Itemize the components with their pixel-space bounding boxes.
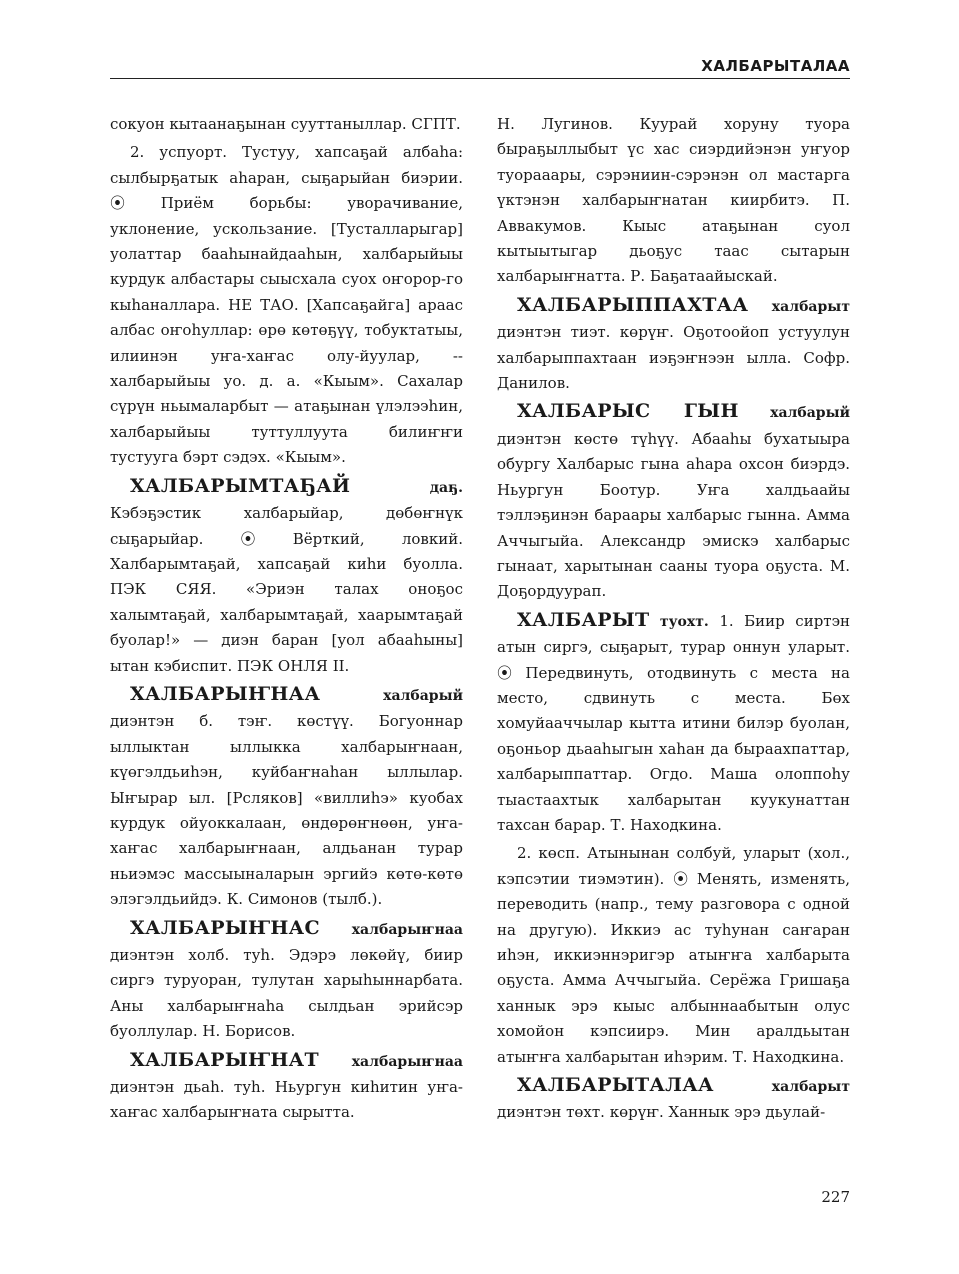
running-head-word: ХАЛБАРЫТАЛАА xyxy=(701,57,850,75)
grammar-label: даҕ. xyxy=(429,479,463,496)
entry-text: Н. Лугинов. Куурай хоруну туора быраҕыллыбыт үс хас сиэрдийэнэн уҥуор туорааары, сэрэниин-сэрэнэн ол мастарга үктэнэн халбарыҥнатан киирбитэ. П. Аввакумов. Кыыс атаҕынан суол кытыытыгар дьоҕус таас сытарын халбарыҥнатта. Р. Баҕатаайыскай. xyxy=(497,115,850,286)
entry-text: диэнтэн көстө түһүү. Абааһы бухатыыра обургу Халбарыс гына аһара охсон биэрдэ. Ньургун Боотур. Уҥа халдьаайы тэллэҕинэн бараары халбарыс гынна. Амма Аччыгыйа. Александр эмискэ халбарыс гынаат, харытынан сааны туора оҕуста. М. Доҕордуурап. xyxy=(497,429,850,601)
entry-text: 2. успуорт. Тустуу, хапсаҕай албаһа: сылбырҕатык аһаран, сыҕарыйан биэрии. ⦿ Приём борьбы: уворачивание, уклонение, ускользание. [Тусталларыгар] уолаттар бааһынайдааһын, халбарыйыы курдук албастары сыысхала суох оҥорор-го кыһаналлара. НЕ ТАО. [Хапсаҕайга] араас албас оҥоһуллар: өрө көтөҕүү, тобуктатыы, илиинэн уҥа-хаҥас олу-йуулар, -- халбарыйыы уо. д. а. «Кыым». Сахалар сүрүн ньымаларбыт — атаҕынан үлэлээһин, халбарыйыы туттуллуута билиҥҥи тустууга бэрт сэдэх. «Кыым». xyxy=(110,143,463,467)
dictionary-entry xyxy=(497,293,850,397)
headword: ХАЛБАРЫТ xyxy=(517,608,650,631)
headword: ХАЛБАРЫППАХТАА xyxy=(517,293,749,316)
headword: ХАЛБАРЫҤНАС xyxy=(130,916,320,939)
headword: ХАЛБАРЫС ГЫН xyxy=(517,400,739,423)
dictionary-entry xyxy=(110,474,463,679)
grammar-label: халбарыт xyxy=(771,1079,850,1096)
entry-text: 2. көсп. Атынынан солбуй, уларыт (хол., кэпсэтии тиэмэтин). ⦿ Менять, изменять, переводить (напр., тему разговора с одной на другую). Иккиэ ас туһунан саҥаран иһэн, иккиэннэригэр атыҥҥа халбарыта оҕуста. Амма Аччыгыйа. Серёжа Гришаҕа ханнык эрэ кыыс албыннаабытын олус хомойон кэпсиирэ. Мин аралдьытан атыҥҥа халбарытан иһэрим. Т. Находкина. xyxy=(497,844,850,1066)
grammar-label: халбарыҥнаа xyxy=(351,1053,463,1070)
grammar-label: халбарый xyxy=(770,405,850,422)
headword: ХАЛБАРЫТАЛАА xyxy=(517,1074,714,1097)
running-header xyxy=(110,57,850,79)
entry-paragraph xyxy=(497,841,850,1070)
headword: ХАЛБАРЫМТАҔАЙ xyxy=(130,474,351,497)
header-rule xyxy=(110,78,850,79)
headword: ХАЛБАРЫҤНАА xyxy=(130,682,321,705)
dictionary-entry xyxy=(110,916,463,1045)
dictionary-entry xyxy=(497,608,850,839)
entry-paragraph xyxy=(110,112,463,137)
left-column xyxy=(110,112,463,1207)
entry-text: диэнтэн тиэт. көрүҥ. Оҕотоойоп устуулун халбарыппахтаан иэҕэҥнээн ылла. Софр. Данилов. xyxy=(497,323,850,393)
dictionary-entry xyxy=(110,682,463,913)
right-column xyxy=(497,112,850,1207)
entry-paragraph xyxy=(110,140,463,470)
grammar-label: халбарыт xyxy=(771,298,850,315)
dictionary-entry xyxy=(110,1048,463,1126)
dictionary-entry xyxy=(497,1073,850,1126)
entry-text: диэнтэн б. тэҥ. көстүү. Богуоннар ыллыктан ыллыкка халбарыҥнаан, күөгэлдьиһэн, куйбаҥнаһан ыллылар. Ыҥырар ыл. [Рсляков] «виллиһэ» куобах курдук ойуоккалаан, өндөрөҥнөөн, уҥа-хаҥас халбарыҥнаан, алдьанан турар ньиэмэс массыыналарын эргийэ көтө-көтө элэгэлдьийдэ. К. Симонов (тылб.). xyxy=(110,712,463,909)
entry-text: диэнтэн холб. туһ. Эдэрэ лөкөйү, биир сиргэ туруоран, тулутан харыһыннарбата. Аны халбарыҥнаһа сылдьан эрийсэр буоллулар. Н. Борисов. xyxy=(110,946,463,1041)
headword: ХАЛБАРЫҤНАТ xyxy=(130,1048,319,1071)
entry-text: сокуон кытаанаҕынан сууттаныллар. СГПТ. xyxy=(110,115,461,133)
entry-text: диэнтэн төхт. көрүҥ. Ханнык эрэ дьулай- xyxy=(497,1103,826,1122)
page-number: 227 xyxy=(821,1188,850,1206)
entry-paragraph xyxy=(497,112,850,290)
dictionary-entry xyxy=(497,399,850,604)
grammar-label: халбарыҥнаа xyxy=(351,921,463,938)
entry-text: диэнтэн дьаһ. туһ. Ньургун киһитин уҥа-хаҥас халбарыҥната сырытта. xyxy=(110,1078,463,1122)
grammar-label: халбарый xyxy=(383,687,463,704)
entry-text: Кэбэҕэстик халбарыйар, дөбөҥнүк сыҕарыйар. ⦿ Вёрткий, ловкий. Халбарымтаҕай, хапсаҕай киһи буолла. ПЭК СЯЯ. «Эриэн талах оноҕос халымтаҕай, халбарымтаҕай, хаарымтаҕай буолар!» — диэн баран [уол абааһыны] ытан кэбиспит. ПЭК ОНЛЯ II. xyxy=(110,504,463,675)
grammar-label: туохт. xyxy=(659,613,709,630)
entry-text: 1. Биир сиртэн атын сиргэ, сыҕарыт, турар оннун уларыт. ⦿ Передвинуть, отодвинуть с места на место, сдвинуть с места. Бөх хомуйааччылар кытта итини билэр буолан, оҕоньор дьааһыгын хаһан да быраахпаттар, халбарыппаттар. Огдо. Маша олоппоһу тыастаахтык халбарытан куукунаттан тахсан барар. Т. Находкина. xyxy=(497,611,850,834)
